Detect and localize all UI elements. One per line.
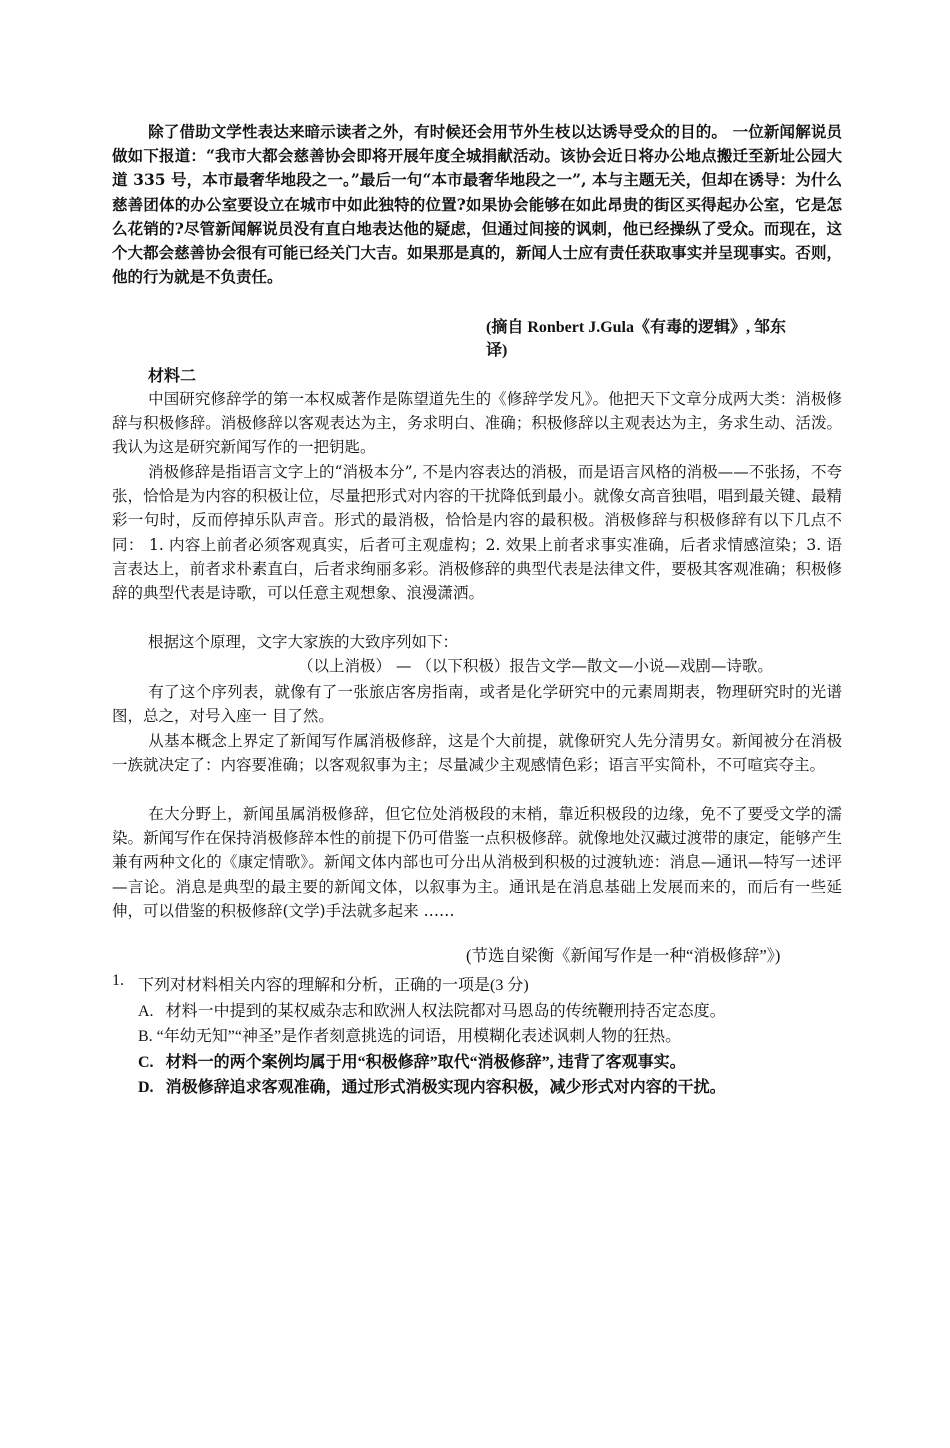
- body-paragraph: 中国研究修辞学的第一本权威著作是陈望道先生的《修辞学发凡》。他把天下文章分成两大类：消极修辞与积极修辞。消极修辞以客观表达为主，务求明白、准确；积极修辞以主观表达为主，务求生动、活泼。我认为这是研究新闻写作的一把钥匙。: [112, 390, 842, 457]
- citation-line: (摘自 Ronbert J.Gula《有毒的逻辑》, 邹东: [486, 319, 787, 336]
- body-paragraph: 在大分野上，新闻虽属消极修辞，但它位处消极段的末梢，靠近积极段的边缘，免不了要受文学的濡染。新闻写作在保持消极修辞本性的前提下仍可借鉴一点积极修辞。就像地处汉藏过渡带的康定，能够产生兼有两种文化的《康定情歌》。新闻文体内部也可分出从消极到积极的过渡轨迹：消息—通讯—特写一述评—言论。消息是典型的最主要的新闻文体，以叙事为主。通讯是在消息基础上发展而来的，而后有一些延伸，可以借鉴的积极修辞(文学)手法就多起来 ……: [112, 805, 842, 920]
- option-label: A.: [138, 1003, 154, 1020]
- option-d[interactable]: [138, 1074, 726, 1097]
- passage-paragraph: 除了借助文学性表达来暗示读者之外，有时候还会用节外生枝以达诱导受众的目的。 一位新闻解说员做如下报道：“我市大都会慈善协会即将开展年度全城捐献活动。该协会近日将办公地点搬迁至新址公园大道 335 号，本市最奢华地段之一。”最后一句“本市最奢华地段之一”, 本与主题无关，但却在诱导：为什么慈善团体的办公室要设立在城市中如此独特的位置?如果协会能够在如此昂贵的街区买得起办公室，它是怎么花销的?尽管新闻解说员没有直白地表达他的疑虑，但通过间接的讽刺，他已经操纵了受众。而现在，这个大都会慈善协会很有可能已经关门大吉。如果那是真的，新闻人士应有责任获取事实并呈现事实。否则，他的行为就是不负责任。: [112, 122, 842, 287]
- question-number: 1.: [112, 972, 124, 989]
- option-text: 材料一的两个案例均属于用“积极修辞”取代“消极修辞”, 违背了客观事实。: [165, 1054, 686, 1071]
- body-paragraph: 有了这个序列表，就像有了一张旅店客房指南，或者是化学研究中的元素周期表，物理研究时的光谱图，总之，对号入座一 目了然。: [112, 683, 842, 726]
- option-text: 材料一中提到的某权威杂志和欧洲人权法院都对马恩岛的传统鞭刑持否定态度。: [165, 1003, 726, 1020]
- body-paragraph: 从基本概念上界定了新闻写作属消极修辞，这是个大前提，就像研究人先分清男女。新闻被分在消极一族就决定了：内容要准确；以客观叙事为主；尽量减少主观感情色彩；语言平实简朴，不可喧宾夺主。: [112, 732, 842, 775]
- option-b[interactable]: [138, 1023, 681, 1046]
- option-label: D.: [138, 1079, 154, 1096]
- citation-line-continued: 译): [486, 342, 508, 359]
- option-text: “年幼无知”“神圣”是作者刻意挑选的词语，用模糊化表述讽刺人物的狂热。: [156, 1028, 682, 1045]
- section-heading: 材料二: [148, 366, 197, 385]
- source-citation: (节选自梁衡《新闻写作是一种“消极修辞”》): [466, 946, 781, 965]
- body-paragraph: 消极修辞是指语言文字上的“消极本分”, 不是内容表达的消极，而是语言风格的消极——不张扬，不夸张，恰恰是为内容的积极让位，尽量把形式对内容的干扰降低到最小。就像女高音独唱，唱到最关键、最精彩一句时，反而停掉乐队声音。形式的最消极，恰恰是内容的最积极。消极修辞与积极修辞有以下几点不同： 1. 内容上前者必须客观真实，后者可主观虚构；2. 效果上前者求事实准确，后者求情感渲染；3. 语言表达上，前者求朴素直白，后者求绚丽多彩。消极修辞的典型代表是法律文件，要极其客观准确；积极修辞的典型代表是诗歌，可以任意主观想象、浪漫潇洒。: [112, 463, 842, 603]
- body-paragraph: 根据这个原理，文字大家族的大致序列如下：: [148, 633, 459, 651]
- option-a[interactable]: [138, 998, 726, 1021]
- option-label: C.: [138, 1054, 154, 1071]
- genre-sequence: （以上消极） — （以下积极）报告文学—散文—小说—戏剧—诗歌。: [298, 657, 773, 675]
- question-stem: 下列对材料相关内容的理解和分析，正确的一项是(3 分): [138, 977, 529, 994]
- option-text: 消极修辞追求客观准确，通过形式消极实现内容积极，减少形式对内容的干扰。: [165, 1079, 726, 1096]
- option-c[interactable]: [138, 1049, 686, 1072]
- option-label: B.: [138, 1028, 153, 1045]
